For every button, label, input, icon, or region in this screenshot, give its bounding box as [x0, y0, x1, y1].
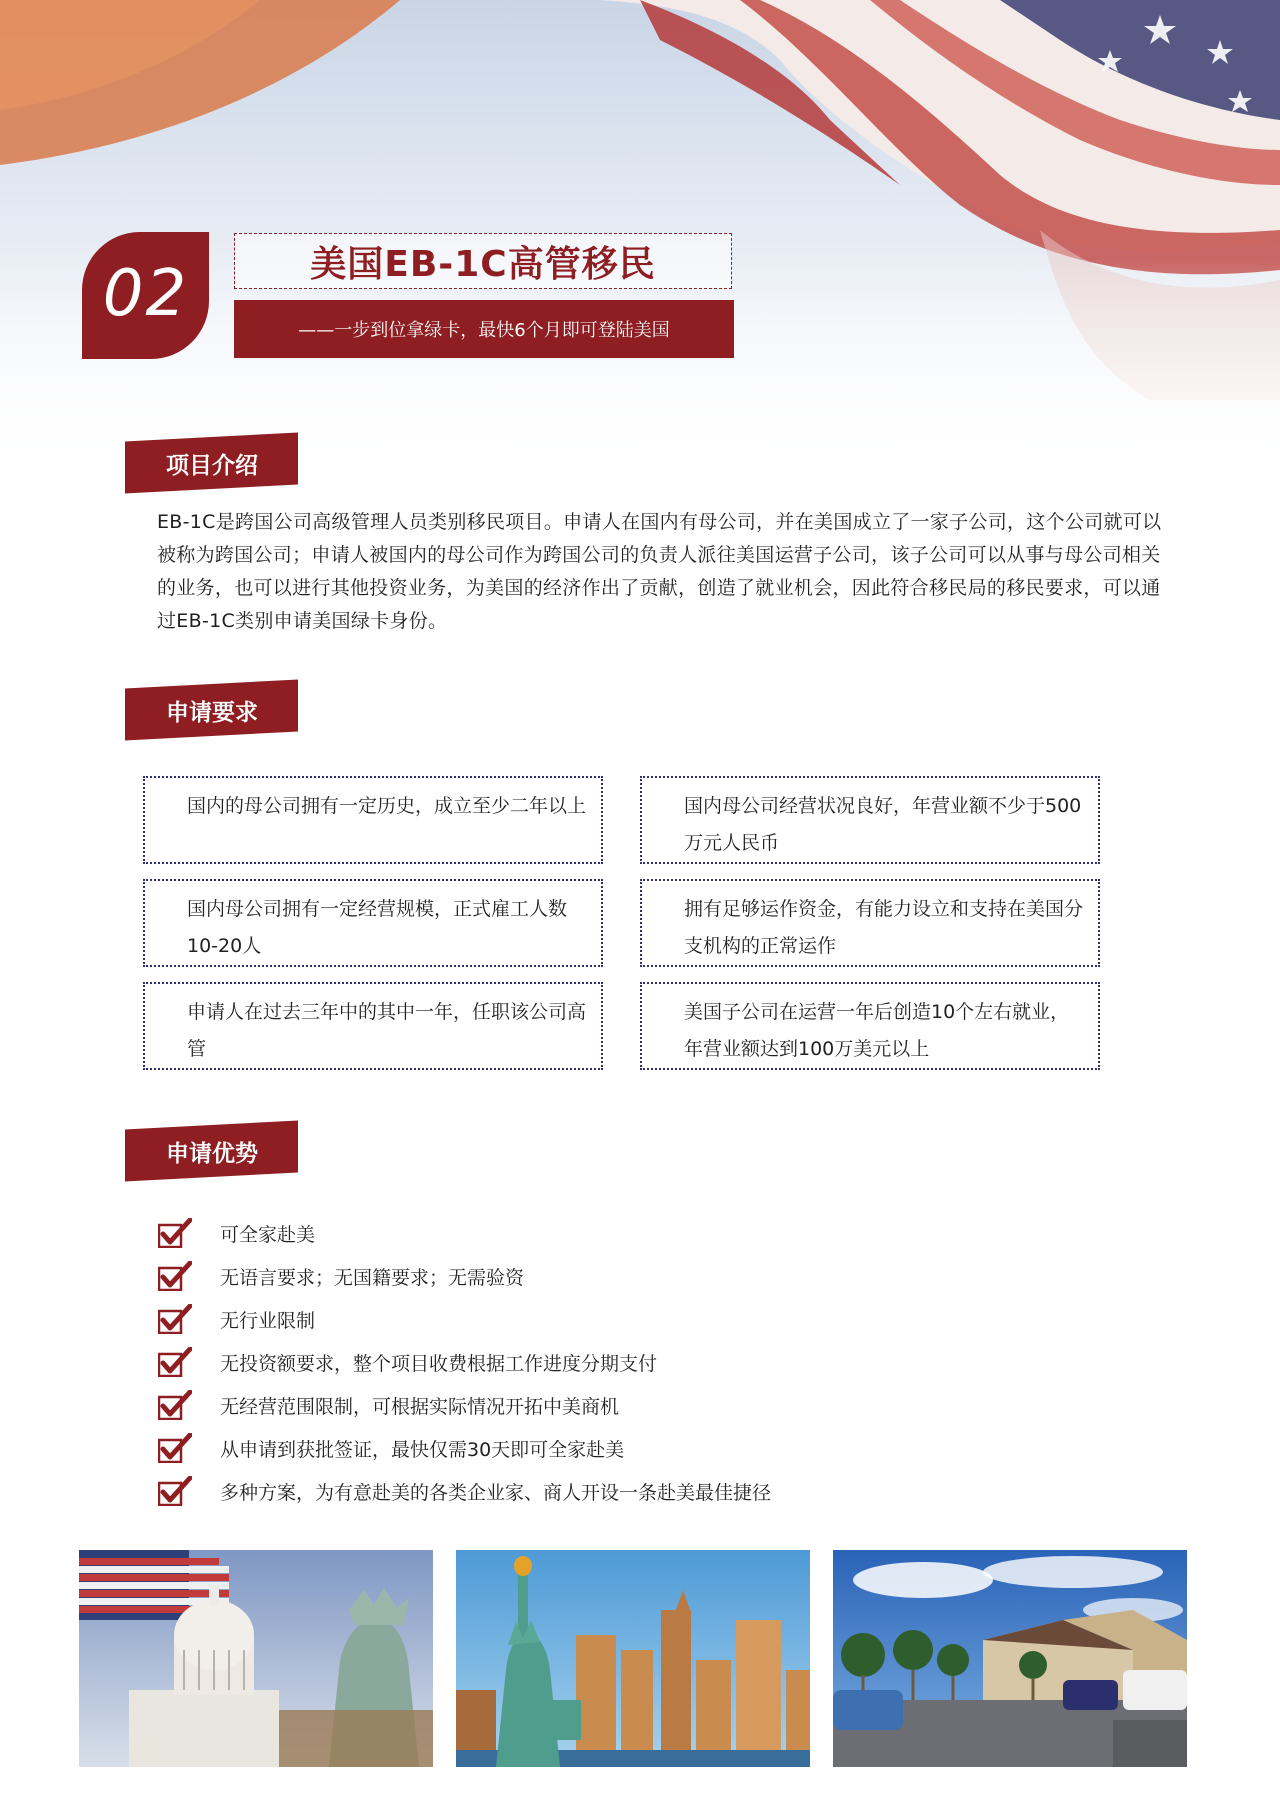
- page-title: 美国EB-1C高管移民: [310, 243, 656, 285]
- check-icon: [158, 1390, 192, 1420]
- requirement-box: 国内母公司拥有一定经营规模，正式雇工人数10-20人: [143, 879, 603, 967]
- check-icon: [158, 1347, 192, 1377]
- section-label-text: 申请优势: [165, 1140, 258, 1167]
- requirement-box: 拥有足够运作资金，有能力设立和支持在美国分支机构的正常运作: [640, 879, 1100, 967]
- requirement-box: 国内母公司经营状况良好，年营业额不少于500万元人民币: [640, 776, 1100, 864]
- requirement-box: 国内的母公司拥有一定历史，成立至少二年以上: [143, 776, 603, 864]
- advantage-item: [158, 1344, 657, 1380]
- advantage-item: [158, 1430, 624, 1466]
- photo-parking-lot: [833, 1550, 1187, 1767]
- section-label-text: 项目介绍: [165, 452, 258, 479]
- intro-paragraph: EB-1C是跨国公司高级管理人员类别移民项目。申请人在国内有母公司，并在美国成立了一家子公司，这个公司就可以被称为跨国公司；申请人被国内的母公司作为跨国公司的负责人派往美国运营子公司，该子公司可以从事与母公司相关的业务，也可以进行其他投资业务，为美国的经济作出了贡献，创造了就业机会，因此符合移民局的移民要求，可以通过EB-1C类别申请美国绿卡身份。: [157, 511, 1162, 632]
- section-label-requirements: [125, 679, 298, 740]
- check-icon: [158, 1218, 192, 1248]
- advantage-text: 无语言要求；无国籍要求；无需验资: [220, 1266, 525, 1289]
- requirement-box: 申请人在过去三年中的其中一年，任职该公司高管: [143, 982, 603, 1070]
- check-icon: [158, 1304, 192, 1334]
- section-label-text: 申请要求: [165, 699, 258, 726]
- section-label-intro: [125, 432, 298, 493]
- advantage-text: 无行业限制: [220, 1309, 316, 1332]
- advantage-text: 从申请到获批签证，最快仅需30天即可全家赴美: [220, 1438, 625, 1461]
- check-icon: [158, 1476, 192, 1506]
- photo-liberty-skyline: [456, 1550, 810, 1767]
- requirement-box: 美国子公司在运营一年后创造10个左右就业，年营业额达到100万美元以上: [640, 982, 1100, 1070]
- subtitle-bar: [234, 300, 734, 358]
- advantage-item: [158, 1387, 619, 1423]
- page-subtitle: ——一步到位拿绿卡，最快6个月即可登陆美国: [298, 320, 670, 341]
- advantage-item: [158, 1473, 771, 1509]
- check-icon: [158, 1433, 192, 1463]
- section-number: 02: [102, 256, 189, 331]
- advantage-item: [158, 1301, 315, 1337]
- section-number-badge: [82, 232, 209, 359]
- advantage-item: [158, 1258, 524, 1294]
- photo-capitol-collage: [79, 1550, 433, 1767]
- advantage-text: 可全家赴美: [220, 1223, 316, 1246]
- advantage-item: [158, 1215, 315, 1251]
- title-box: [234, 233, 732, 289]
- advantage-text: 无投资额要求，整个项目收费根据工作进度分期支付: [220, 1352, 658, 1375]
- section-label-advantages: [125, 1120, 298, 1181]
- advantage-text: 无经营范围限制，可根据实际情况开拓中美商机: [220, 1395, 620, 1418]
- advantage-text: 多种方案，为有意赴美的各类企业家、商人开设一条赴美最佳捷径: [220, 1481, 772, 1504]
- check-icon: [158, 1261, 192, 1291]
